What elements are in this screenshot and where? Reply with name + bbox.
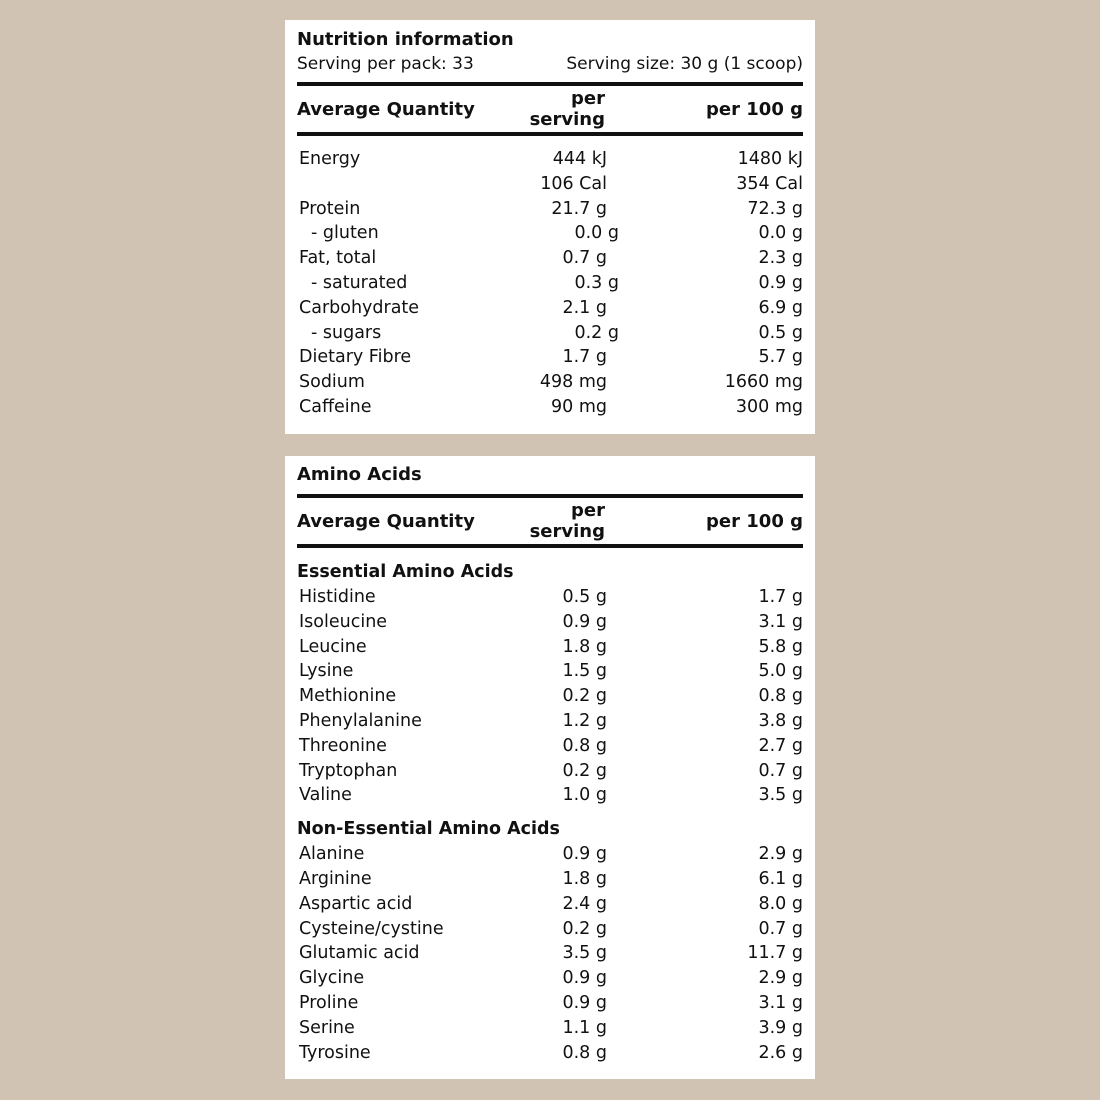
per-serving-value: 0.7 g bbox=[562, 248, 607, 269]
nutrition-row bbox=[297, 172, 803, 197]
amino-header-per-100g: per 100 g bbox=[706, 510, 803, 532]
amino-acid-row bbox=[297, 1016, 803, 1041]
per-serving-value: 444 kJ bbox=[552, 149, 607, 169]
per-serving-value: 0.9 g bbox=[562, 992, 607, 1013]
nutrition-row bbox=[297, 221, 803, 246]
amino-header-row bbox=[297, 498, 803, 544]
nutrition-row bbox=[297, 370, 803, 395]
per-serving-value: 0.2 g bbox=[562, 686, 607, 707]
serving-per-pack: Serving per pack: 33 bbox=[297, 54, 474, 74]
amino-acid-row bbox=[297, 610, 803, 635]
per-100g-value: 300 mg bbox=[735, 396, 803, 417]
per-serving-value: 0.2 g bbox=[562, 760, 607, 781]
nutrition-row bbox=[297, 296, 803, 321]
per-100g-value: 5.8 g bbox=[758, 636, 803, 657]
serving-size: Serving size: 30 g (1 scoop) bbox=[566, 54, 803, 74]
per-serving-value: 2.1 g bbox=[562, 297, 607, 318]
nutrient-name: Lysine bbox=[299, 661, 354, 682]
nutrition-rows bbox=[297, 147, 803, 420]
amino-acid-row bbox=[297, 966, 803, 991]
header-per-serving: per serving bbox=[529, 88, 605, 130]
amino-acid-row bbox=[297, 941, 803, 966]
per-100g-value: 0.7 g bbox=[758, 760, 803, 781]
non-essential-section-title: Non-Essential Amino Acids bbox=[297, 819, 560, 840]
amino-acid-row bbox=[297, 917, 803, 942]
nutrient-name: Tryptophan bbox=[299, 760, 398, 781]
amino-acid-row bbox=[297, 684, 803, 709]
nutrient-name: - sugars bbox=[311, 322, 382, 343]
per-100g-value: 5.0 g bbox=[758, 661, 803, 682]
per-serving-value: 0.9 g bbox=[562, 611, 607, 632]
nutrient-name: - gluten bbox=[311, 223, 379, 244]
per-serving-value: 1.7 g bbox=[562, 347, 607, 368]
nutrition-row bbox=[297, 321, 803, 346]
per-serving-value: 0.9 g bbox=[562, 968, 607, 989]
per-100g-value: 1660 mg bbox=[724, 372, 803, 393]
nutrition-title: Nutrition information bbox=[297, 29, 514, 50]
nutrient-name: Histidine bbox=[299, 587, 376, 607]
per-100g-value: 1.7 g bbox=[758, 587, 803, 607]
nutrient-name: Glutamic acid bbox=[299, 943, 420, 964]
per-100g-value: 3.1 g bbox=[758, 992, 803, 1013]
nutrient-name: - saturated bbox=[311, 272, 408, 293]
nutrient-name: Alanine bbox=[299, 844, 365, 865]
per-serving-value: 0.2 g bbox=[562, 918, 607, 939]
nutrition-row bbox=[297, 345, 803, 370]
amino-acid-row bbox=[297, 1041, 803, 1066]
per-serving-value: 3.5 g bbox=[562, 943, 607, 964]
per-serving-value: 90 mg bbox=[551, 396, 607, 417]
nutrient-name: Dietary Fibre bbox=[299, 347, 412, 368]
per-100g-value: 2.7 g bbox=[758, 735, 803, 756]
amino-acid-row bbox=[297, 585, 803, 610]
nutrition-row bbox=[297, 395, 803, 420]
amino-acid-row bbox=[297, 867, 803, 892]
per-100g-value: 354 Cal bbox=[736, 173, 803, 194]
per-100g-value: 2.9 g bbox=[758, 968, 803, 989]
per-serving-value: 106 Cal bbox=[540, 173, 607, 194]
nutrient-name: Cysteine/cystine bbox=[299, 918, 444, 939]
per-100g-value: 0.9 g bbox=[758, 272, 803, 293]
per-serving-value: 1.1 g bbox=[562, 1017, 607, 1038]
nutrient-name: Leucine bbox=[299, 636, 367, 657]
nutrient-name: Aspartic acid bbox=[299, 893, 413, 914]
per-100g-value: 2.3 g bbox=[758, 248, 803, 269]
per-serving-value: 1.2 g bbox=[562, 710, 607, 731]
essential-rows bbox=[297, 585, 803, 808]
per-serving-value: 0.0 g bbox=[574, 223, 619, 244]
nutrient-name: Carbohydrate bbox=[299, 297, 420, 318]
amino-acid-row bbox=[297, 635, 803, 660]
nutrition-panel bbox=[285, 20, 815, 434]
per-100g-value: 3.1 g bbox=[758, 611, 803, 632]
per-serving-value: 0.3 g bbox=[574, 272, 619, 293]
amino-panel bbox=[285, 456, 815, 1079]
nutrient-name: Methionine bbox=[299, 686, 397, 707]
essential-section-title: Essential Amino Acids bbox=[297, 562, 514, 582]
per-serving-value: 1.8 g bbox=[562, 868, 607, 889]
nutrient-name: Arginine bbox=[299, 868, 372, 889]
nutrition-row bbox=[297, 271, 803, 296]
nutrient-name: Serine bbox=[299, 1017, 355, 1038]
per-100g-value: 0.7 g bbox=[758, 918, 803, 939]
per-serving-value: 0.8 g bbox=[562, 735, 607, 756]
per-serving-value: 1.5 g bbox=[562, 661, 607, 682]
amino-acid-row bbox=[297, 991, 803, 1016]
per-serving-value: 2.4 g bbox=[562, 893, 607, 914]
amino-acid-row bbox=[297, 892, 803, 917]
per-serving-value: 0.5 g bbox=[562, 587, 607, 607]
per-100g-value: 72.3 g bbox=[747, 198, 803, 219]
amino-acid-row bbox=[297, 783, 803, 808]
amino-header-average-quantity: Average Quantity bbox=[297, 510, 475, 532]
per-serving-value: 1.8 g bbox=[562, 636, 607, 657]
per-serving-value: 0.2 g bbox=[574, 322, 619, 343]
per-serving-value: 1.0 g bbox=[562, 785, 607, 806]
nutrient-name: Energy bbox=[299, 149, 361, 169]
per-100g-value: 5.7 g bbox=[758, 347, 803, 368]
header-per-100g: per 100 g bbox=[706, 98, 803, 120]
header-average-quantity: Average Quantity bbox=[297, 98, 475, 120]
per-100g-value: 2.9 g bbox=[758, 844, 803, 865]
amino-header-per-serving: per serving bbox=[529, 500, 605, 542]
nutrient-name: Fat, total bbox=[299, 248, 377, 269]
per-serving-value: 498 mg bbox=[539, 372, 607, 393]
amino-acid-row bbox=[297, 709, 803, 734]
per-100g-value: 3.9 g bbox=[758, 1017, 803, 1038]
serving-info bbox=[297, 52, 803, 76]
nutrient-name: Threonine bbox=[299, 735, 387, 756]
per-100g-value: 6.1 g bbox=[758, 868, 803, 889]
nutrient-name: Glycine bbox=[299, 968, 365, 989]
nutrition-header-row bbox=[297, 86, 803, 132]
per-100g-value: 6.9 g bbox=[758, 297, 803, 318]
per-serving-value: 21.7 g bbox=[551, 198, 607, 219]
amino-acid-row bbox=[297, 659, 803, 684]
nutrition-row bbox=[297, 147, 803, 172]
per-100g-value: 1480 kJ bbox=[737, 149, 803, 169]
per-100g-value: 0.0 g bbox=[758, 223, 803, 244]
nutrient-name: Proline bbox=[299, 992, 359, 1013]
nutrition-row bbox=[297, 197, 803, 222]
nutrient-name: Caffeine bbox=[299, 396, 372, 417]
per-100g-value: 8.0 g bbox=[758, 893, 803, 914]
nutrition-row bbox=[297, 246, 803, 271]
per-100g-value: 3.5 g bbox=[758, 785, 803, 806]
per-serving-value: 0.8 g bbox=[562, 1042, 607, 1063]
per-100g-value: 0.8 g bbox=[758, 686, 803, 707]
non-essential-rows bbox=[297, 842, 803, 1065]
amino-acid-row bbox=[297, 734, 803, 759]
per-serving-value: 0.9 g bbox=[562, 844, 607, 865]
nutrient-name: Protein bbox=[299, 198, 361, 219]
per-100g-value: 3.8 g bbox=[758, 710, 803, 731]
nutrient-name: Valine bbox=[299, 785, 352, 806]
per-100g-value: 11.7 g bbox=[747, 943, 803, 964]
amino-title: Amino Acids bbox=[297, 464, 422, 485]
amino-acid-row bbox=[297, 842, 803, 867]
nutrient-name: Tyrosine bbox=[299, 1042, 371, 1063]
nutrient-name: Phenylalanine bbox=[299, 710, 422, 731]
nutrient-name: Isoleucine bbox=[299, 611, 388, 632]
amino-acid-row bbox=[297, 759, 803, 784]
nutrient-name: Sodium bbox=[299, 372, 365, 393]
per-100g-value: 0.5 g bbox=[758, 322, 803, 343]
per-100g-value: 2.6 g bbox=[758, 1042, 803, 1063]
